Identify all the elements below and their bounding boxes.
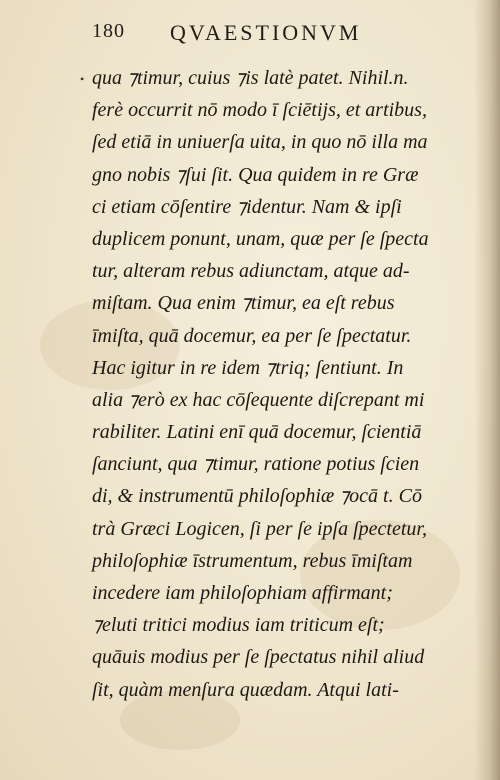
text-line: trà Græci Logicen, ſi per ſe ipſa ſpectetur, [92, 517, 427, 540]
text-line: ferè occurrit nō modo ī ſciētijs, et artibus, [92, 99, 427, 122]
text-line: Hac igitur in re idem ⁊triq; ſentiunt. In [92, 356, 404, 379]
text-line: philoſophiæ īstrumentum, rebus īmiſtam [92, 549, 413, 572]
margin-mark: • [80, 72, 85, 86]
text-line: ſed etiā in uniuerſa uita, in quo nō illa ma [92, 131, 428, 154]
text-line: quāuis modius per ſe ſpectatus nihil aliud [92, 646, 425, 669]
body-text [92, 62, 472, 706]
text-line: gno nobis ⁊ſui ſit. Qua quidem in re Græ [92, 163, 419, 186]
text-line: īmiſta, quā docemur, ea per ſe ſpectatur. [92, 324, 412, 347]
text-line: ſit, quàm menſura quædam. Atqui lati- [92, 678, 399, 701]
text-line: miſtam. Qua enim ⁊timur, ea eſt rebus [92, 292, 395, 315]
page-number: 180 [92, 20, 125, 42]
text-line: rabiliter. Latini enī quā docemur, ſcientiā [92, 421, 422, 444]
text-line: di, & instrumentū philoſophiæ ⁊ocā t. Cō [92, 485, 422, 508]
text-line: ⁊eluti tritici modius iam triticum eſt; [92, 614, 385, 637]
text-line: ci etiam cōſentire ⁊identur. Nam & ipſi [92, 195, 402, 218]
text-line: duplicem ponunt, unam, quæ per ſe ſpecta [92, 227, 429, 250]
text-line: alia ⁊erò ex hac cōſequente diſcrepant mi [92, 388, 425, 411]
text-line: qua ⁊timur, cuius ⁊is latè patet. Nihil.n. [92, 67, 409, 89]
text-line: ſanciunt, qua ⁊timur, ratione potius ſcien [92, 453, 420, 476]
text-line: incedere iam philoſophiam affirmant; [92, 582, 393, 604]
running-head: QVAESTIONVM [170, 20, 362, 45]
text-line: tur, alteram rebus adiunctam, atque ad- [92, 260, 410, 283]
page-gutter-shadow [474, 0, 500, 780]
